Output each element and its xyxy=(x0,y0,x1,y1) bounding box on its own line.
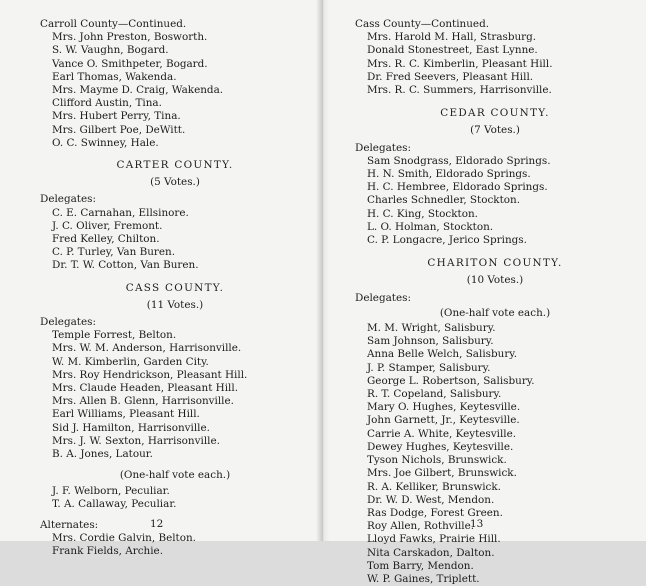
delegates-label: Delegates: xyxy=(40,316,96,329)
delegate-entry: Mrs. Mayme D. Craig, Wakenda. xyxy=(52,84,224,97)
delegates-label: Delegates: xyxy=(355,141,411,154)
delegate-entry: George L. Robertson, Salisbury. xyxy=(367,374,535,387)
delegate-entry: Earl Williams, Pleasant Hill. xyxy=(52,408,200,421)
carroll-delegate-list xyxy=(40,31,310,150)
delegate-entry: J. F. Welborn, Peculiar. xyxy=(52,484,170,497)
delegate-entry: C. P. Longacre, Jerico Springs. xyxy=(367,234,527,247)
delegate-entry: H. C. King, Stockton. xyxy=(367,207,478,220)
delegate-entry: Clifford Austin, Tina. xyxy=(52,97,162,110)
delegate-entry: Dewey Hughes, Keytesville. xyxy=(367,440,514,453)
delegate-entry: Tom Barry, Mendon. xyxy=(367,559,474,572)
delegate-entry: H. N. Smith, Eldorado Springs. xyxy=(367,168,531,181)
continued-header: Cass County—Continued. xyxy=(355,18,490,30)
delegate-entry: Mrs. John Preston, Bosworth. xyxy=(52,31,208,44)
cedar-delegate-list xyxy=(355,155,635,247)
vote-count: (10 Votes.) xyxy=(466,274,524,287)
delegate-entry: Mrs. Joe Gilbert, Brunswick. xyxy=(367,467,517,480)
delegate-entry: Mrs. R. C. Kimberlin, Pleasant Hill. xyxy=(367,57,553,70)
delegate-entry: Mrs. R. C. Summers, Harrisonville. xyxy=(367,84,552,97)
county-heading-cass: CASS COUNTY. xyxy=(125,281,225,294)
delegate-entry: C. P. Turley, Van Buren. xyxy=(52,246,176,259)
delegate-entry: Mrs. Gilbert Poe, DeWitt. xyxy=(52,123,186,136)
delegate-entry: M. M. Wright, Salisbury. xyxy=(367,322,496,335)
delegates-label: Delegates: xyxy=(355,291,411,304)
half-vote-note: (One-half vote each.) xyxy=(119,469,231,482)
cass-half-vote-list xyxy=(40,485,310,511)
delegate-entry: Mrs. Claude Headen, Pleasant Hill. xyxy=(52,382,239,395)
delegate-entry: Ras Dodge, Forest Green. xyxy=(367,506,503,519)
county-heading-cedar: CEDAR COUNTY. xyxy=(440,107,550,120)
delegate-entry: R. A. Kelliker, Brunswick. xyxy=(367,480,501,493)
delegate-entry: Sam Snodgrass, Eldorado Springs. xyxy=(367,154,551,167)
delegate-entry: Sid J. Hamilton, Harrisonville. xyxy=(52,421,210,434)
delegate-entry: Mrs. Allen B. Glenn, Harrisonville. xyxy=(52,395,234,408)
left-page-content xyxy=(40,18,310,559)
delegate-entry: John Garnett, Jr., Keytesville. xyxy=(367,414,520,427)
delegate-entry: R. T. Copeland, Salisbury. xyxy=(367,388,502,401)
continued-header: Carroll County—Continued. xyxy=(40,18,187,30)
delegate-entry: C. E. Carnahan, Ellsinore. xyxy=(52,206,189,219)
delegate-entry: T. A. Callaway, Peculiar. xyxy=(52,497,177,510)
delegate-entry: Mrs. Roy Hendrickson, Pleasant Hill. xyxy=(52,368,248,381)
delegate-entry: Roy Allen, Rothville. xyxy=(367,520,475,533)
page-number: 13 xyxy=(470,518,484,530)
delegate-entry: Donald Stonestreet, East Lynne. xyxy=(367,44,538,57)
delegate-entry: Frank Fields, Archie. xyxy=(52,545,164,558)
delegate-entry: Earl Thomas, Wakenda. xyxy=(52,70,177,83)
delegate-entry: J. C. Oliver, Fremont. xyxy=(52,219,163,232)
delegate-entry: W. M. Kimberlin, Garden City. xyxy=(52,355,209,368)
book-gutter xyxy=(316,0,330,541)
delegates-label: Delegates: xyxy=(40,193,96,206)
vote-count: (5 Votes.) xyxy=(150,176,200,189)
delegate-entry: Anna Belle Welch, Salisbury. xyxy=(367,348,518,361)
right-page-content xyxy=(355,18,635,586)
alternates-list xyxy=(40,532,310,558)
delegate-entry: Mrs. Cordie Galvin, Belton. xyxy=(52,532,196,545)
delegate-entry: O. C. Swinney, Hale. xyxy=(52,136,159,149)
county-heading-carter: CARTER COUNTY. xyxy=(116,159,234,172)
chariton-delegate-list xyxy=(355,322,635,586)
delegate-entry: Nita Carskadon, Dalton. xyxy=(367,546,495,559)
delegate-entry: J. P. Stamper, Salisbury. xyxy=(367,361,491,374)
carter-delegate-list xyxy=(40,207,310,273)
page-number: 12 xyxy=(150,518,164,530)
right-page xyxy=(323,0,646,585)
delegate-entry: B. A. Jones, Latour. xyxy=(52,448,153,461)
delegate-entry: Sam Johnson, Salisbury. xyxy=(367,335,494,348)
delegate-entry: Mrs. J. W. Sexton, Harrisonville. xyxy=(52,434,220,447)
left-page xyxy=(0,0,323,558)
delegate-entry: Dr. W. D. West, Mendon. xyxy=(367,493,495,506)
delegate-entry: Vance O. Smithpeter, Bogard. xyxy=(52,57,208,70)
alternates-label: Alternates: xyxy=(40,518,99,531)
vote-count: (7 Votes.) xyxy=(470,124,520,137)
delegate-entry: Mrs. Hubert Perry, Tina. xyxy=(52,110,181,123)
delegate-entry: Charles Schnedler, Stockton. xyxy=(367,194,521,207)
half-vote-note: (One-half vote each.) xyxy=(439,306,551,319)
delegate-entry: H. C. Hembree, Eldorado Springs. xyxy=(367,181,548,194)
delegate-entry: Temple Forrest, Belton. xyxy=(52,329,177,342)
delegate-entry: Mary O. Hughes, Keytesville. xyxy=(367,401,521,414)
delegate-entry: Dr. Fred Seevers, Pleasant Hill. xyxy=(367,70,534,83)
county-heading-chariton: CHARITON COUNTY. xyxy=(427,257,563,270)
delegate-entry: Mrs. Harold M. Hall, Strasburg. xyxy=(367,31,537,44)
delegate-entry: Carrie A. White, Keytesville. xyxy=(367,427,517,440)
vote-count: (11 Votes.) xyxy=(146,298,204,311)
delegate-entry: S. W. Vaughn, Bogard. xyxy=(52,44,169,57)
delegate-entry: W. P. Gaines, Triplett. xyxy=(367,572,480,585)
delegate-entry: Lloyd Fawks, Prairie Hill. xyxy=(367,533,501,546)
cass-delegate-list xyxy=(40,329,310,461)
delegate-entry: Fred Kelley, Chilton. xyxy=(52,233,160,246)
cass-continued-list xyxy=(355,31,635,97)
delegate-entry: Mrs. W. M. Anderson, Harrisonville. xyxy=(52,342,242,355)
delegate-entry: L. O. Holman, Stockton. xyxy=(367,220,494,233)
delegate-entry: Dr. T. W. Cotton, Van Buren. xyxy=(52,259,199,272)
delegate-entry: Tyson Nichols, Brunswick. xyxy=(367,454,507,467)
